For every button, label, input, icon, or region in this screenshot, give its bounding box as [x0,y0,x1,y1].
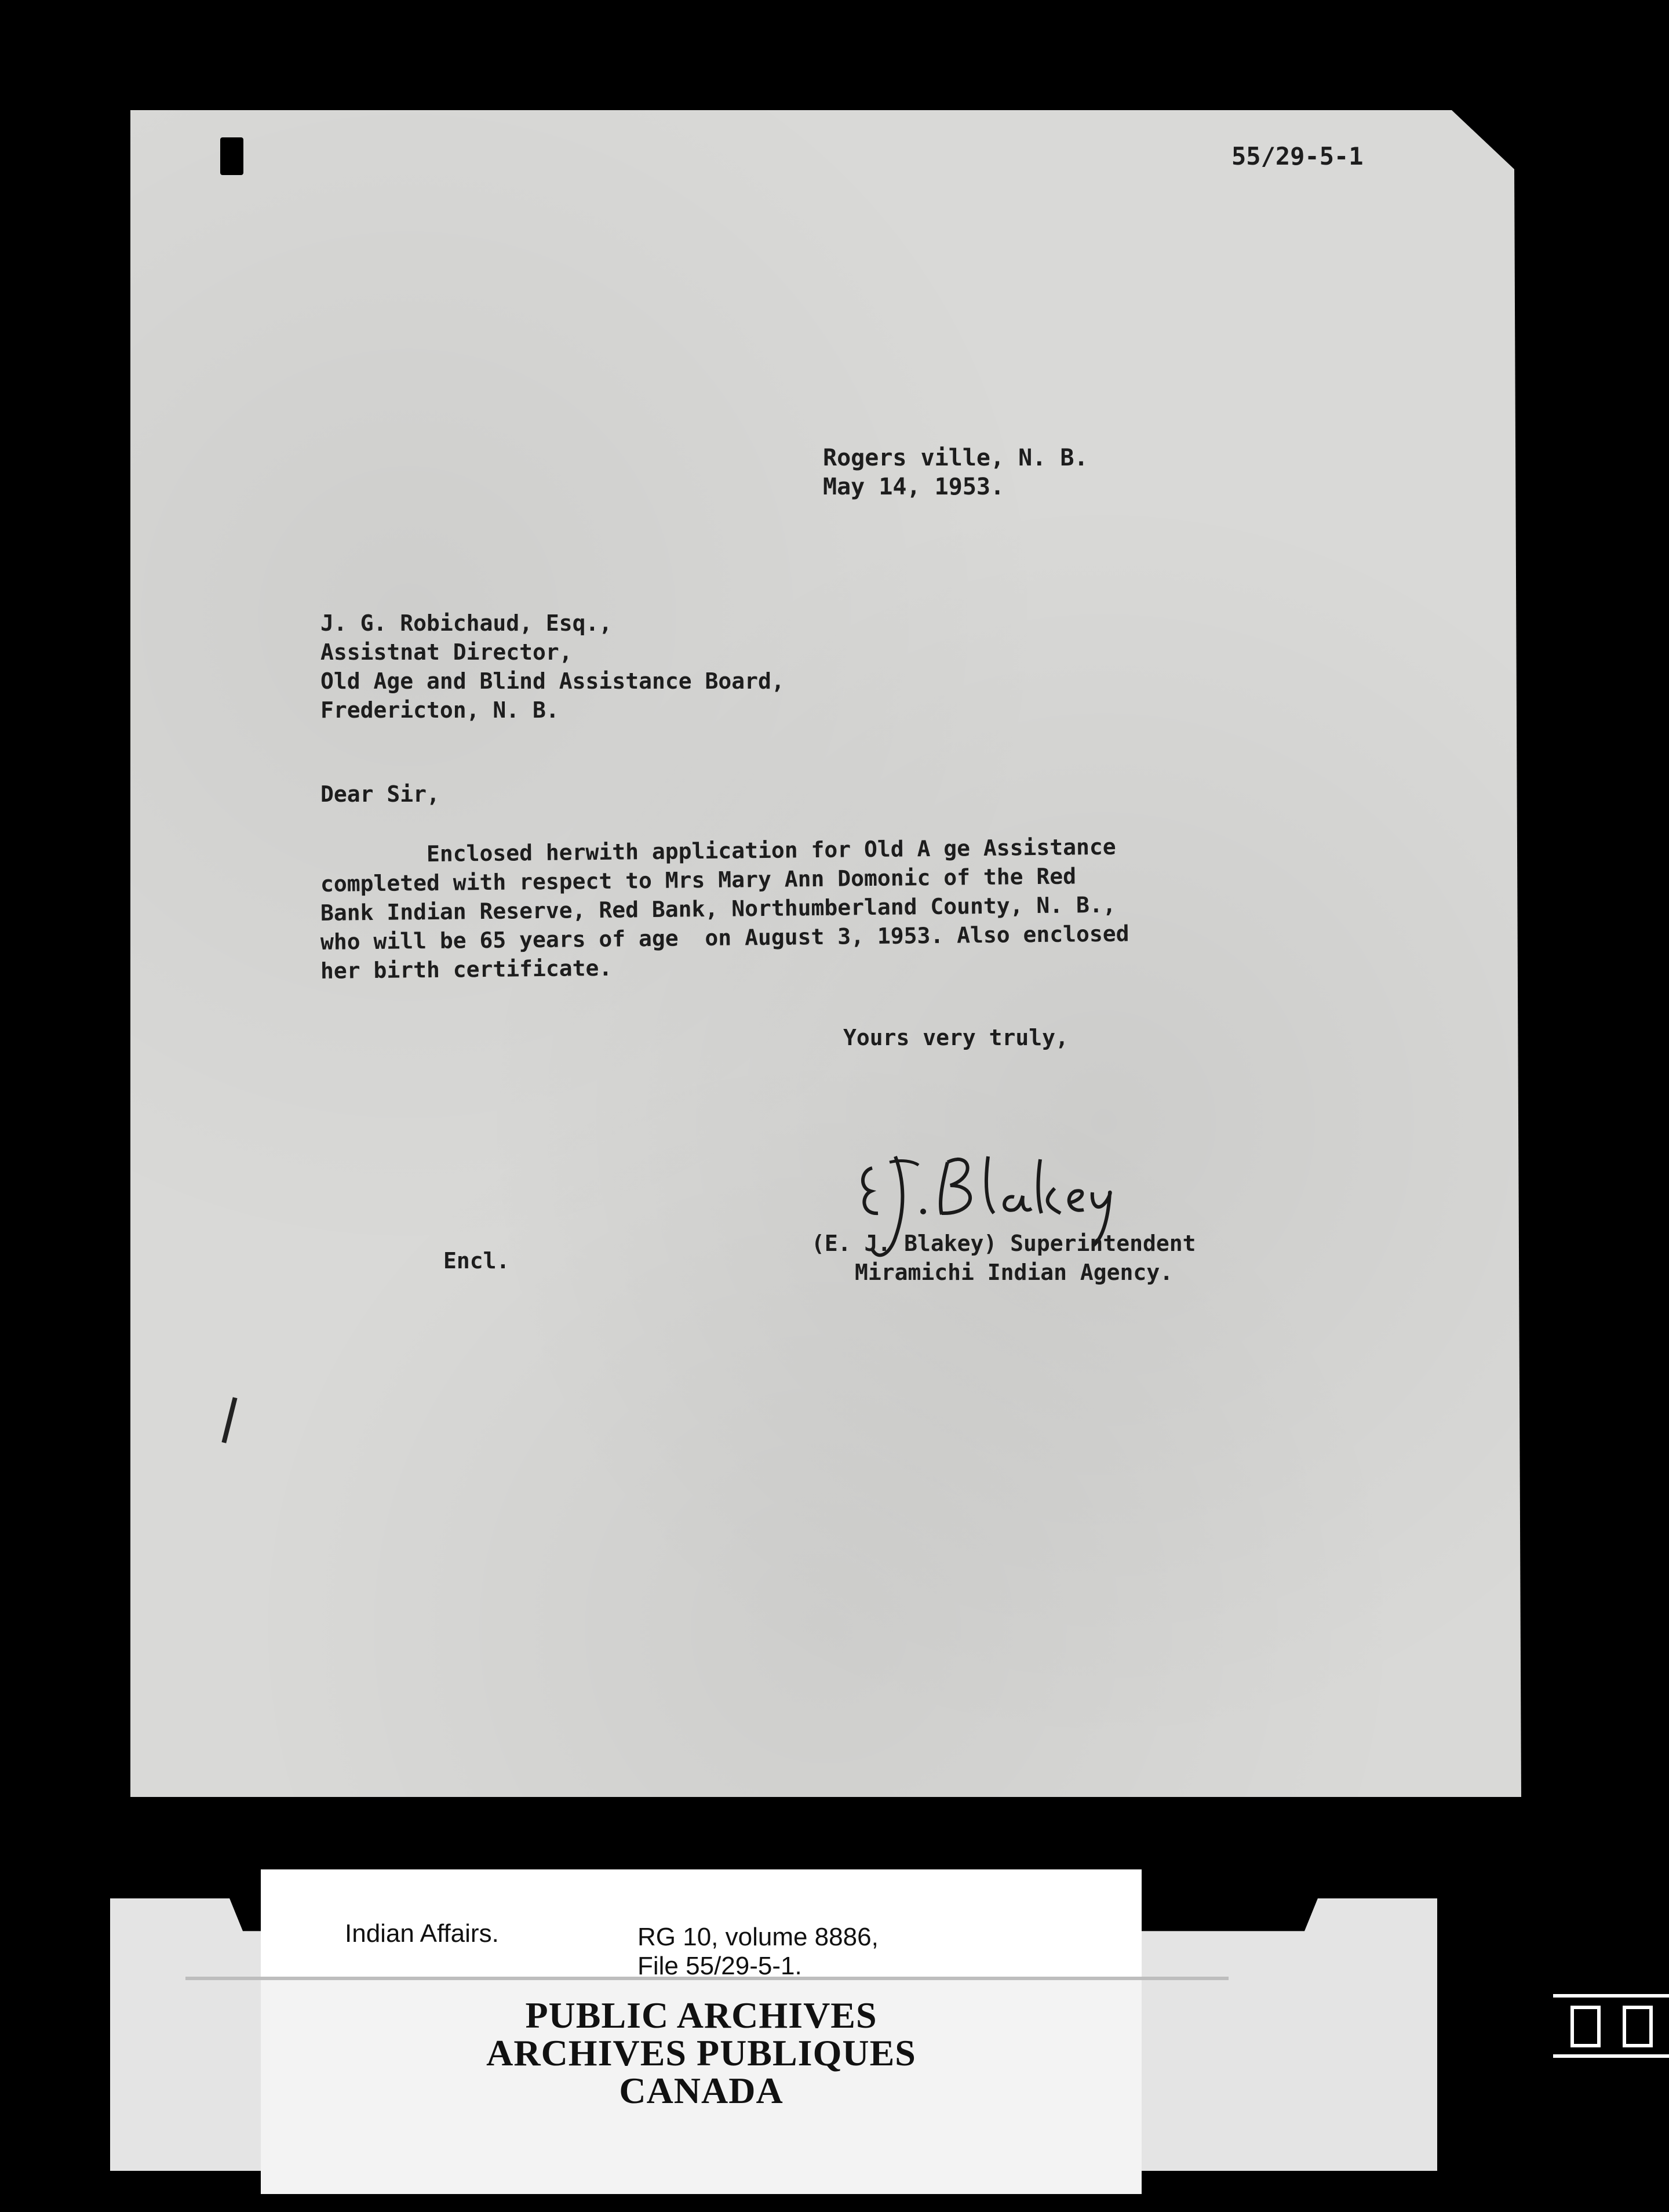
signer-line: (E. J. Blakey) Superintendent [811,1231,1196,1256]
frame-digit [1623,2006,1653,2047]
date-line: May 14, 1953. [823,474,1005,500]
recipient-line: Old Age and Blind Assistance Board, [320,668,785,694]
department-label: Indian Affairs. [345,1919,499,1948]
institution-english: PUBLIC ARCHIVES [525,1995,877,2036]
recipient-line: Assistnat Director, [320,639,573,665]
signer-line: Miramichi Indian Agency. [855,1260,1174,1285]
place-line: Rogers ville, N. B. [823,445,1088,471]
institution-country: CANADA [619,2070,784,2111]
salutation: Dear Sir, [320,781,440,807]
body-line: Enclosed herwith application for Old A ge Assistance [320,834,1116,868]
reference-line: RG 10, volume 8886, [637,1923,879,1951]
body-line: completed with respect to Mrs Mary Ann Domonic of the Red [320,863,1077,897]
punch-hole-mark [220,137,243,175]
body-line: her birth certificate. [320,955,613,984]
institution-french: ARCHIVES PUBLIQUES [486,2032,916,2073]
closing: Yours very truly, [843,1025,1069,1050]
recipient-line: J. G. Robichaud, Esq., [320,610,613,636]
body-line: who will be 65 years of age on August 3, 1953. Also enclosed [320,921,1129,955]
film-frame-counter [1553,1994,1669,2058]
reference-line: File 55/29-5-1. [637,1952,802,1980]
handwritten-signature [855,1145,1156,1278]
file-number: 55/29-5-1 [1231,142,1364,170]
recipient-line: Fredericton, N. B. [320,697,559,723]
enclosure-note: Encl. [443,1248,510,1274]
frame-digit [1570,2006,1601,2047]
body-line: Bank Indian Reserve, Red Bank, Northumberland County, N. B., [320,892,1116,926]
